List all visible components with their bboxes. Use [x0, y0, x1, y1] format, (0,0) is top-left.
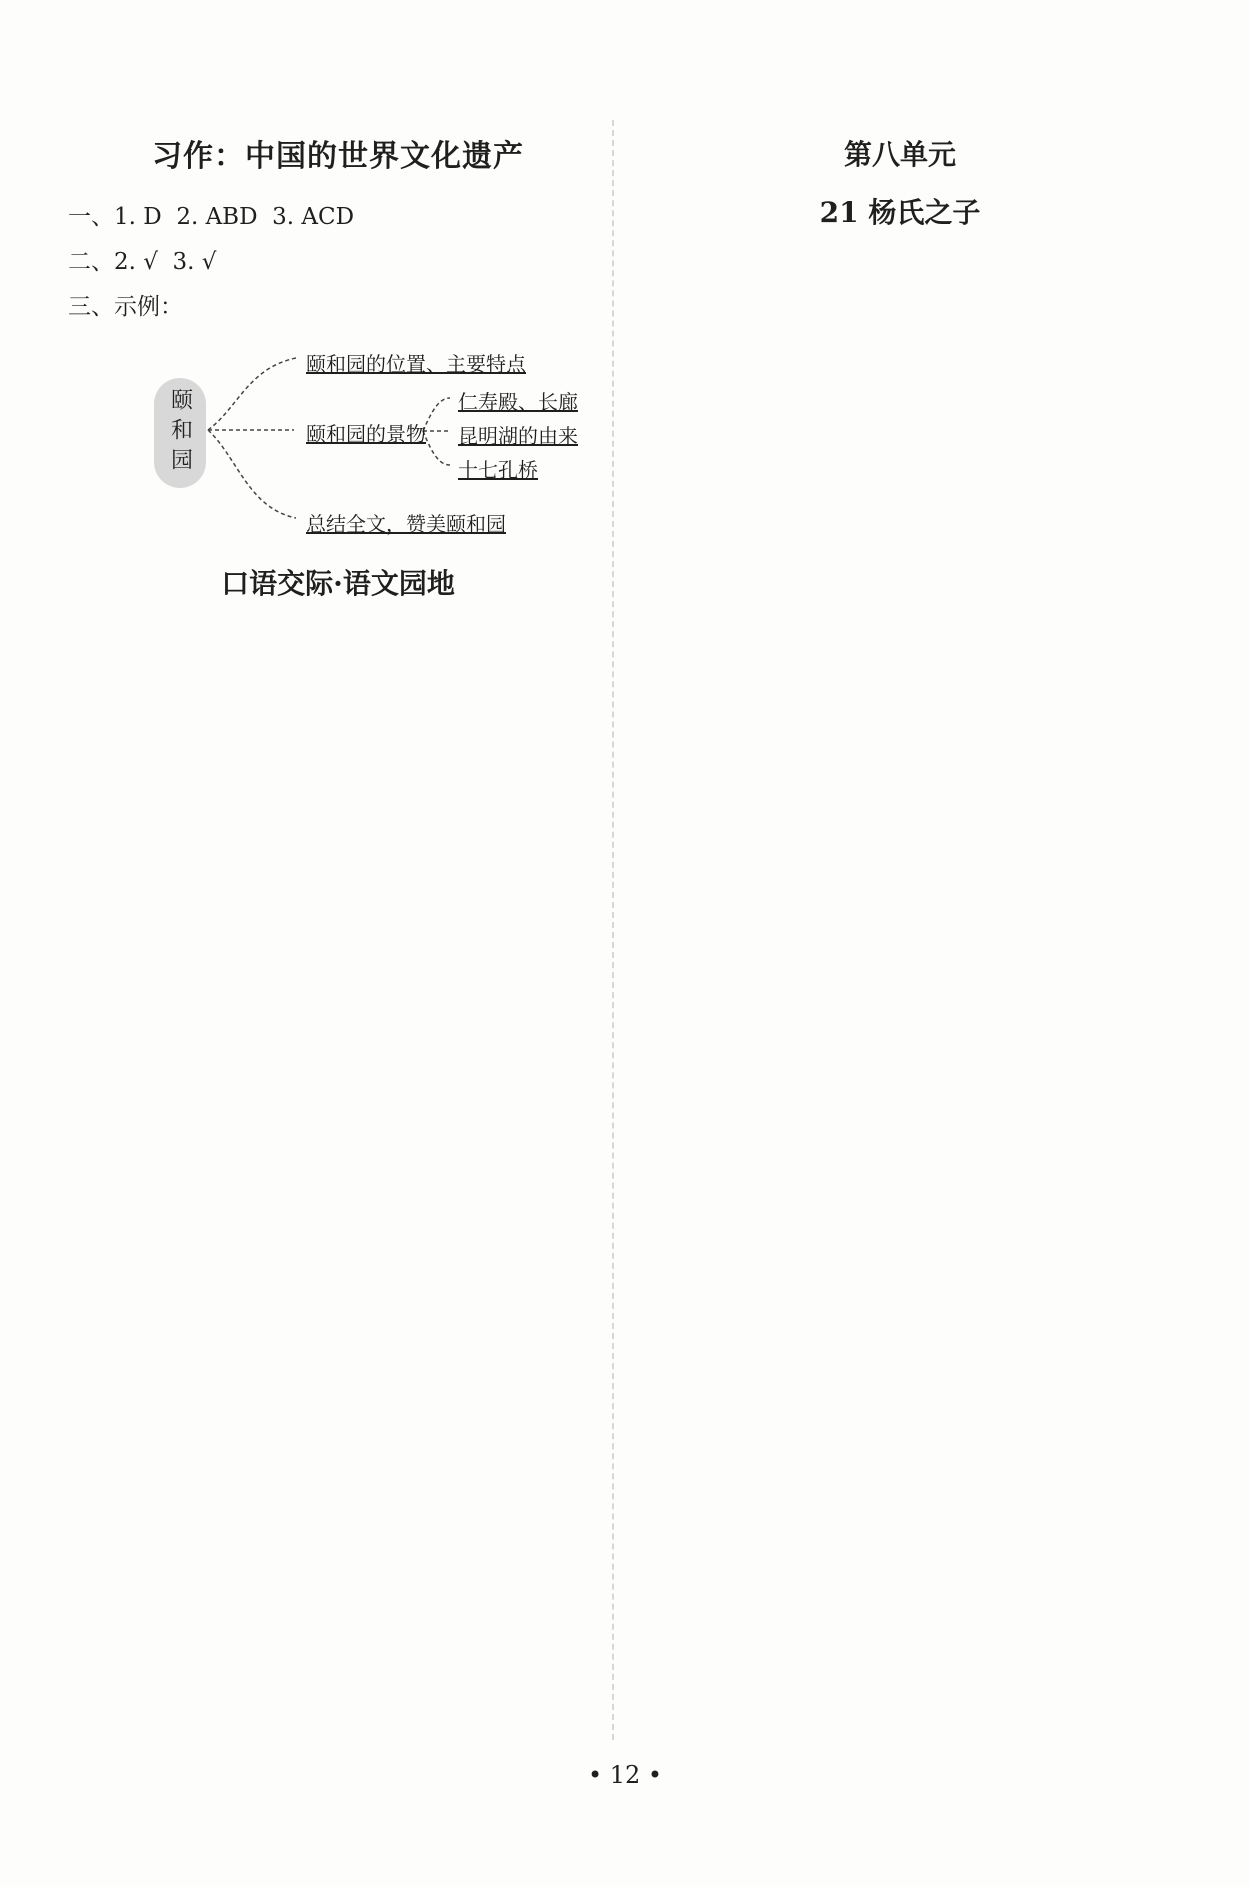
column-divider	[612, 120, 614, 1740]
mind-map-center: 颐和园	[154, 378, 206, 488]
lesson-title: 21 杨氏之子	[819, 196, 981, 229]
answer-line: 三、示例：	[68, 294, 183, 320]
page-number: • 12 •	[587, 1761, 663, 1789]
section-subtitle: 口语交际·语文园地	[221, 567, 455, 600]
mind-map-node: 颐和园的位置、主要特点	[306, 352, 526, 376]
mind-map	[68, 338, 608, 548]
left-column	[68, 125, 608, 620]
mind-map-node: 昆明湖的由来	[458, 424, 578, 448]
answer-line: 一、1. D 2. ABD 3. ACD	[68, 204, 355, 230]
section-title: 习作：中国的世界文化遗产	[152, 139, 524, 174]
mind-map-node: 颐和园的景物	[306, 422, 426, 446]
mind-map-node: 十七孔桥	[458, 458, 538, 482]
answer-line: 二、2. √ 3. √	[68, 249, 217, 275]
right-column	[630, 125, 1170, 249]
mind-map-node: 仁寿殿、长廊	[458, 390, 578, 414]
unit-title: 第八单元	[843, 138, 956, 171]
mind-map-node: 总结全文，赞美颐和园	[306, 512, 506, 536]
